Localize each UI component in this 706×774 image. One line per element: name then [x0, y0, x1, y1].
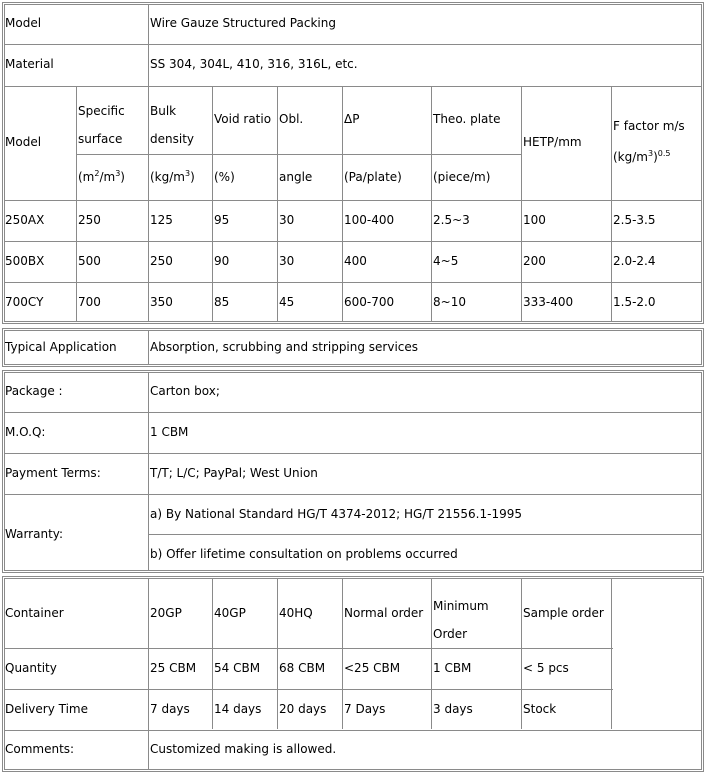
grid-line — [4, 494, 702, 495]
spec-row-2-theo: 4~5 — [433, 254, 459, 268]
dp-header: ΔP — [344, 112, 360, 126]
obl-unit: angle — [279, 170, 313, 184]
dp-unit: (Pa/plate) — [344, 170, 402, 184]
grid-line — [148, 330, 149, 365]
grid-line — [4, 241, 702, 242]
grid-line — [703, 576, 704, 772]
material-value: SS 304, 304L, 410, 316, 316L, etc. — [150, 57, 358, 71]
grid-line — [2, 328, 704, 329]
void-ratio-unit: (%) — [214, 170, 235, 184]
grid-line — [703, 328, 704, 367]
delivery-20gp: 7 days — [150, 702, 190, 716]
grid-line — [4, 578, 5, 770]
spec-row-3-model: 700CY — [5, 295, 44, 309]
moq-label: M.O.Q: — [5, 425, 46, 439]
spec-row-2-surface: 500 — [78, 254, 101, 268]
quantity-sample: < 5 pcs — [523, 661, 569, 675]
grid-line — [4, 412, 702, 413]
grid-line — [611, 578, 612, 729]
grid-line — [703, 370, 704, 573]
delivery-minimum: 3 days — [433, 702, 473, 716]
grid-line — [4, 730, 702, 731]
grid-line — [4, 321, 702, 322]
quantity-normal: <25 CBM — [344, 661, 401, 675]
spec-row-2-model: 500BX — [5, 254, 45, 268]
spec-row-2-density: 250 — [150, 254, 173, 268]
grid-line — [4, 200, 702, 201]
delivery-time-label: Delivery Time — [5, 702, 88, 716]
grid-line — [701, 330, 702, 365]
sample-order-header: Sample order — [523, 606, 604, 620]
warranty-line-b: b) Offer lifetime consultation on problems occurred — [150, 547, 458, 561]
delivery-normal: 7 Days — [344, 702, 386, 716]
grid-line — [4, 364, 702, 365]
spec-row-2-angle: 30 — [279, 254, 295, 268]
grid-line — [4, 4, 702, 5]
grid-line — [4, 372, 702, 373]
spec-row-3-hetp: 333-400 — [523, 295, 574, 309]
grid-line — [2, 576, 704, 577]
f-factor-header: F factor m/s — [613, 119, 685, 133]
grid-line — [2, 771, 704, 772]
spec-row-2-void: 90 — [214, 254, 230, 268]
quantity-minimum: 1 CBM — [433, 661, 472, 675]
delivery-sample: Stock — [523, 702, 557, 716]
hetp-header: HETP/mm — [523, 135, 582, 149]
grid-line — [4, 769, 702, 770]
spec-row-1-theo: 2.5~3 — [433, 213, 470, 227]
grid-line — [703, 2, 704, 324]
void-ratio-header: Void ratio — [214, 112, 272, 126]
spec-row-1-surface: 250 — [78, 213, 101, 227]
spec-row-3-ffactor: 1.5-2.0 — [613, 295, 656, 309]
grid-line — [4, 372, 5, 571]
grid-line — [4, 330, 702, 331]
grid-line — [76, 154, 521, 155]
spec-row-3-surface: 700 — [78, 295, 101, 309]
quantity-40hq: 68 CBM — [279, 661, 326, 675]
grid-line — [701, 372, 702, 571]
bulk-density-header: Bulk density — [150, 104, 194, 146]
grid-line — [76, 86, 77, 322]
normal-order-header: Normal order — [344, 606, 424, 620]
moq-value: 1 CBM — [150, 425, 189, 439]
container-20gp: 20GP — [150, 606, 182, 620]
grid-line — [4, 570, 702, 571]
quantity-20gp: 25 CBM — [150, 661, 197, 675]
grid-line — [4, 453, 702, 454]
spec-row-1-density: 125 — [150, 213, 173, 227]
container-40hq: 40HQ — [279, 606, 313, 620]
warranty-label: Warranty: — [5, 527, 64, 541]
f-factor-unit: $(kg/m^3)^{0.5}$ — [613, 149, 671, 164]
material-label: Material — [5, 57, 54, 71]
grid-line — [2, 572, 704, 573]
specific-surface-unit: $(m^2/m^3)$ — [78, 169, 125, 184]
grid-line — [2, 576, 3, 772]
spec-row-2-ffactor: 2.0-2.4 — [613, 254, 656, 268]
spec-row-3-void: 85 — [214, 295, 230, 309]
specific-surface-header: Specific surface — [78, 104, 125, 146]
quantity-40gp: 54 CBM — [214, 661, 261, 675]
grid-line — [4, 86, 702, 87]
theo-plate-header: Theo. plate — [433, 112, 501, 126]
grid-line — [212, 578, 213, 729]
grid-line — [521, 86, 522, 322]
model-label: Model — [5, 16, 42, 30]
bulk-density-unit: $(kg/m^3)$ — [150, 169, 195, 184]
grid-line — [4, 578, 702, 579]
warranty-line-a: a) By National Standard HG/T 4374-2012; HG/T 21556.1-1995 — [150, 507, 522, 521]
spec-row-1-void: 95 — [214, 213, 230, 227]
typical-application-value: Absorption, scrubbing and stripping services — [150, 340, 419, 354]
comments-label: Comments: — [5, 742, 75, 756]
grid-line — [2, 323, 704, 324]
grid-line — [148, 578, 149, 770]
payment-terms-value: T/T; L/C; PayPal; West Union — [150, 466, 318, 480]
spec-row-1-angle: 30 — [279, 213, 295, 227]
spec-row-2-hetp: 200 — [523, 254, 546, 268]
spec-row-1-dp: 100-400 — [344, 213, 395, 227]
grid-line — [148, 534, 702, 535]
payment-terms-label: Payment Terms: — [5, 466, 101, 480]
spec-row-3-angle: 45 — [279, 295, 295, 309]
grid-line — [342, 578, 343, 729]
grid-line — [342, 86, 343, 322]
grid-line — [2, 366, 704, 367]
grid-line — [277, 86, 278, 322]
spec-row-2-dp: 400 — [344, 254, 367, 268]
package-value: Carton box; — [150, 384, 220, 398]
grid-line — [148, 4, 149, 322]
grid-line — [4, 330, 5, 365]
model-value: Wire Gauze Structured Packing — [150, 16, 336, 30]
grid-line — [431, 86, 432, 322]
spec-row-3-dp: 600-700 — [344, 295, 395, 309]
grid-line — [2, 370, 704, 371]
spec-row-1-hetp: 100 — [523, 213, 546, 227]
spec-row-1-ffactor: 2.5-3.5 — [613, 213, 656, 227]
grid-line — [2, 328, 3, 367]
theo-plate-unit: (piece/m) — [433, 170, 491, 184]
quantity-label: Quantity — [5, 661, 57, 675]
spec-row-3-theo: 8~10 — [433, 295, 466, 309]
grid-line — [701, 578, 702, 770]
grid-line — [277, 578, 278, 729]
obl-header: Obl. — [279, 112, 304, 126]
grid-line — [2, 2, 704, 3]
package-label: Package : — [5, 384, 63, 398]
spec-model-header: Model — [5, 135, 42, 149]
delivery-40hq: 20 days — [279, 702, 327, 716]
delivery-40gp: 14 days — [214, 702, 262, 716]
comments-value: Customized making is allowed. — [150, 742, 337, 756]
grid-line — [4, 44, 702, 45]
container-header: Container — [5, 606, 64, 620]
grid-line — [148, 372, 149, 571]
grid-line — [521, 578, 522, 729]
grid-line — [4, 4, 5, 322]
grid-line — [611, 86, 612, 322]
grid-line — [2, 370, 3, 573]
container-40gp: 40GP — [214, 606, 246, 620]
grid-line — [4, 282, 702, 283]
grid-line — [2, 2, 3, 324]
spec-row-1-model: 250AX — [5, 213, 45, 227]
spec-row-3-density: 350 — [150, 295, 173, 309]
typical-application-label: Typical Application — [5, 340, 117, 354]
minimum-order-header: Minimum Order — [433, 599, 489, 641]
grid-line — [701, 4, 702, 322]
grid-line — [212, 86, 213, 322]
grid-line — [431, 578, 432, 729]
